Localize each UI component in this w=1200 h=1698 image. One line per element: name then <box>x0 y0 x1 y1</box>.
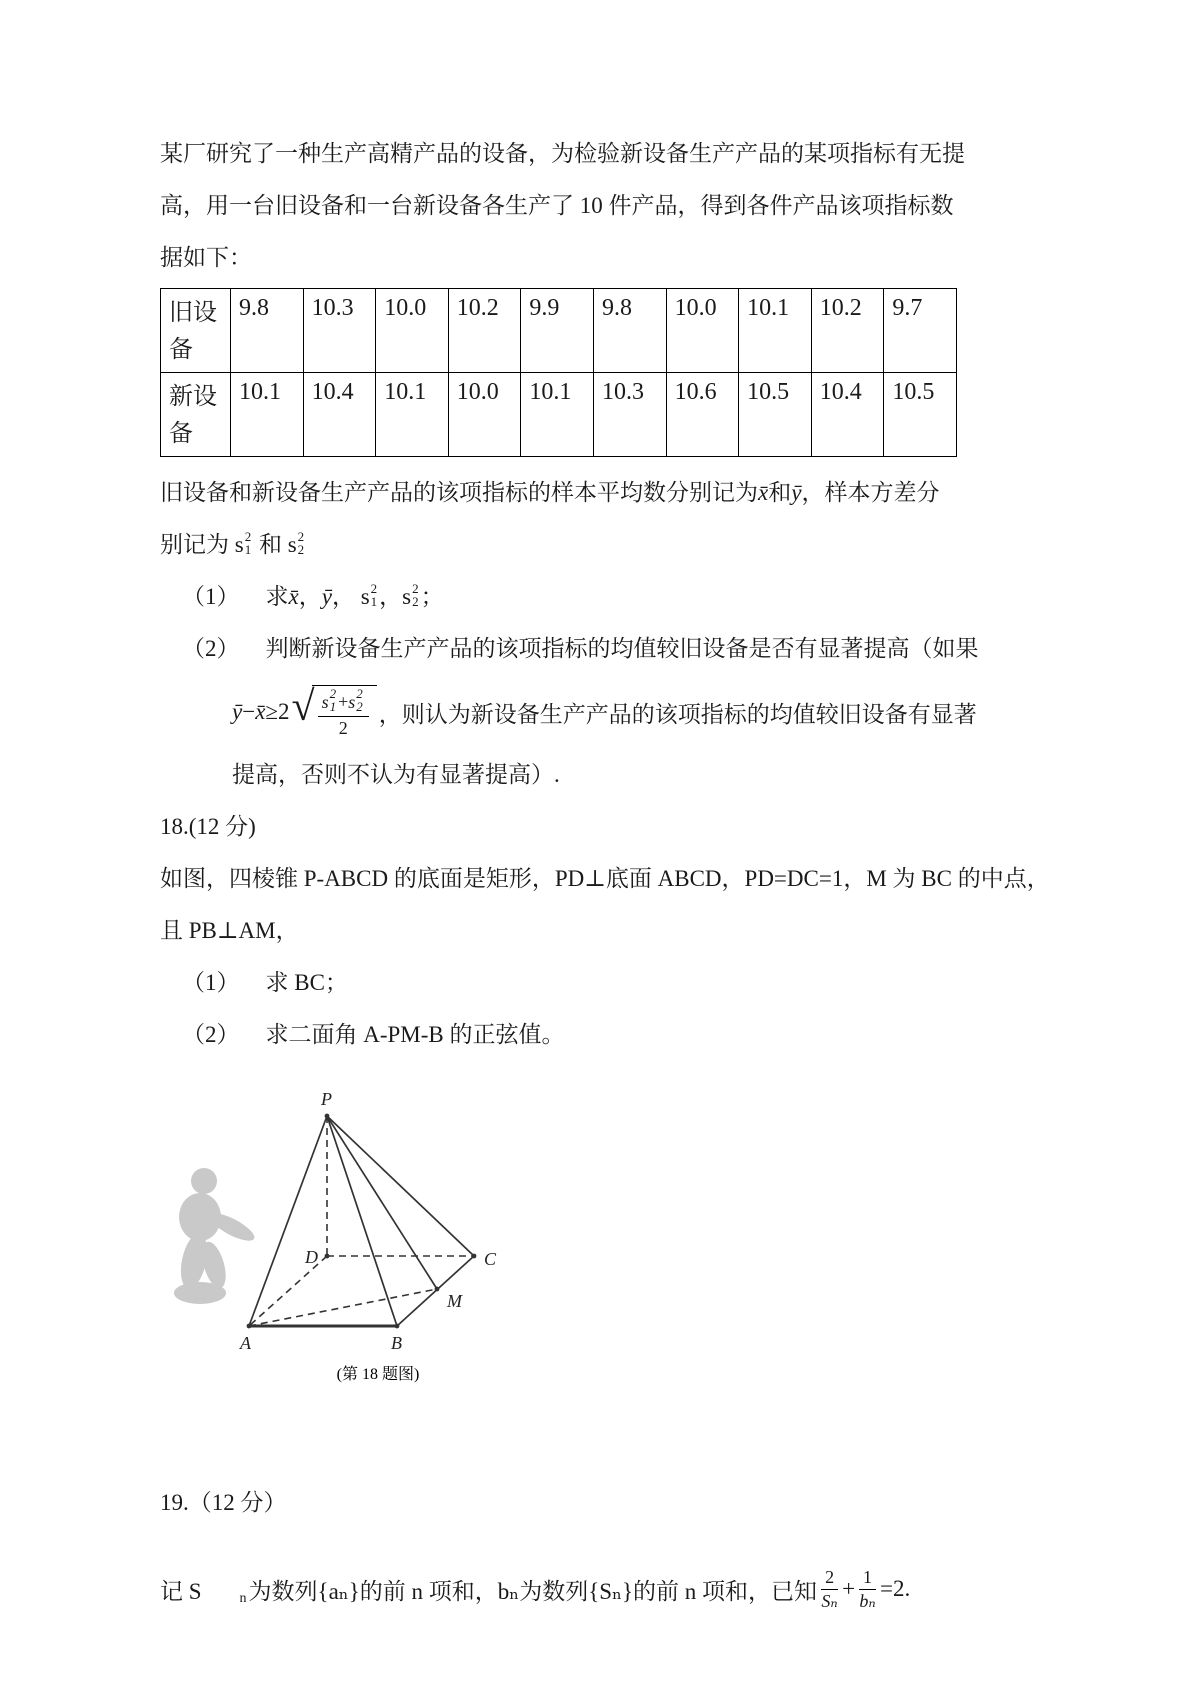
comma: ， <box>379 584 403 609</box>
s-base: s <box>348 691 356 712</box>
comma: ， <box>331 584 361 609</box>
comma: ， <box>298 584 322 609</box>
label-A: A <box>240 1333 251 1353</box>
semicolon: ； <box>420 584 444 609</box>
item-text: ，则认为新设备生产产品的该项指标的均值较旧设备有显著 <box>378 701 977 727</box>
table-cell: 10.4 <box>303 373 376 457</box>
q18-paragraph-2: 且 PB⊥AM， <box>160 918 299 943</box>
item-number: （1） <box>182 584 240 609</box>
q17-item-2-formula-line <box>160 675 977 749</box>
variance-fraction <box>318 686 369 739</box>
fraction-denominator: bₙ <box>859 1590 876 1611</box>
q17-stat-line-2 <box>160 519 960 571</box>
label-C: C <box>484 1249 497 1269</box>
fraction-2-over-Sn <box>821 1567 838 1611</box>
table-cell: 10.1 <box>376 373 449 457</box>
subscript-n: n <box>239 1591 247 1606</box>
superscript-2: 2 <box>244 529 252 544</box>
label-P: P <box>321 1089 332 1109</box>
s2-squared <box>348 686 365 715</box>
table-cell: 10.4 <box>811 373 884 457</box>
s2-squared <box>288 519 306 571</box>
superscript-2: 2 <box>412 581 419 596</box>
stat-text: 和 <box>768 480 792 505</box>
q17-stat-line-1 <box>160 467 960 519</box>
table-cell: 10.1 <box>739 289 812 373</box>
s-base: s <box>360 584 370 609</box>
stat-text: 别记为 <box>160 532 235 557</box>
row-label-old: 旧设备 <box>161 289 231 373</box>
superscript-2: 2 <box>370 581 378 596</box>
edge-PA <box>249 1116 327 1326</box>
table-cell: 10.5 <box>884 373 957 457</box>
row-label-new: 新设备 <box>161 373 231 457</box>
q18-header: 18.(12 分) <box>160 814 256 839</box>
superscript-2: 2 <box>356 686 363 702</box>
table-cell: 10.2 <box>811 289 884 373</box>
table-cell: 10.3 <box>593 373 666 457</box>
stat-text: 旧设备和新设备生产产品的该项指标的样本平均数分别记为 <box>160 480 758 505</box>
watermark-person-icon <box>174 1168 258 1304</box>
fraction-denominator: Sₙ <box>821 1590 838 1611</box>
fraction-numerator: 1 <box>859 1567 876 1590</box>
label-M: M <box>447 1291 462 1311</box>
table-cell: 10.0 <box>376 289 449 373</box>
label-D: D <box>305 1247 318 1267</box>
item-text: 求 BC； <box>265 970 348 995</box>
s-base: s <box>402 584 412 609</box>
table-cell: 10.1 <box>231 373 304 457</box>
label-B: B <box>391 1333 402 1353</box>
subscript-2: 2 <box>412 594 419 609</box>
ybar-symbol: ȳ <box>791 480 802 505</box>
item-text: 求 <box>265 584 289 609</box>
s2-squared <box>402 571 420 623</box>
q19-text: 为数列{aₙ}的前 n 项和，bₙ为数列{Sₙ}的前 n 项和，已知 <box>248 1578 818 1604</box>
fraction-denominator: 2 <box>338 718 348 739</box>
equals-value: =2. <box>880 1576 911 1601</box>
geq-coefficient: ≥2 <box>265 699 290 724</box>
xbar-symbol: x̄ <box>758 480 769 505</box>
subscript-2: 2 <box>356 699 363 715</box>
plus-sign: + <box>338 691 349 712</box>
stat-text: 和 <box>253 532 288 557</box>
xbar-symbol: x̄ <box>288 584 299 609</box>
q18-figure <box>166 1079 960 1397</box>
visible-edges <box>249 1116 474 1326</box>
minus-sign: − <box>242 699 256 724</box>
q17-item-1 <box>160 571 960 623</box>
table-cell: 10.0 <box>448 373 521 457</box>
radical-sign: √ <box>291 684 315 731</box>
s1-squared <box>321 686 339 715</box>
subscript-2: 2 <box>297 542 305 557</box>
item-number: （2） <box>182 1022 240 1047</box>
stat-text: ，样本方差分 <box>801 480 940 505</box>
table-cell: 10.3 <box>303 289 376 373</box>
table-row-new <box>161 373 957 457</box>
q18-item-2 <box>160 1009 960 1061</box>
fraction-1-over-bn <box>859 1567 876 1611</box>
q19-header: 19.（12 分） <box>160 1490 287 1515</box>
plus-sign: + <box>842 1576 856 1601</box>
edge-BC <box>397 1256 474 1326</box>
s-base: s <box>234 532 244 557</box>
subscript-1: 1 <box>329 699 337 715</box>
q19-statement <box>160 1557 960 1621</box>
item-text: 判断新设备生产产品的该项指标的均值较旧设备是否有显著提高（如果 <box>265 636 979 661</box>
q17-intro-line-2: 高，用一台旧设备和一台新设备各生产了 10 件产品，得到各件产品该项指标数 <box>160 193 954 218</box>
item-number: （1） <box>182 970 240 995</box>
s1-squared <box>235 519 253 571</box>
table-cell: 10.6 <box>666 373 739 457</box>
table-cell: 10.2 <box>448 289 521 373</box>
edge-PB <box>327 1116 397 1326</box>
indicator-data-table <box>160 288 957 457</box>
table-cell: 10.1 <box>521 373 594 457</box>
table-cell: 9.8 <box>231 289 304 373</box>
fraction-numerator: 2 <box>821 1567 838 1590</box>
superscript-2: 2 <box>297 529 305 544</box>
table-row-old <box>161 289 957 373</box>
table-cell: 10.0 <box>666 289 739 373</box>
superscript-2: 2 <box>329 686 337 702</box>
ybar-symbol: ȳ <box>232 699 243 724</box>
table-cell: 9.9 <box>521 289 594 373</box>
q18-paragraph-1: 如图，四棱锥 P-ABCD 的底面是矩形，PD⊥底面 ABCD，PD=DC=1，M 为 BC 的中点， <box>160 866 1050 891</box>
s-base: s <box>321 691 329 712</box>
q17-item-2-line-3: 提高，否则不认为有显著提高）. <box>232 762 560 787</box>
pyramid-diagram <box>166 1079 526 1391</box>
table-cell: 9.8 <box>593 289 666 373</box>
ybar-symbol: ȳ <box>321 584 332 609</box>
q17-intro-line-3: 据如下： <box>160 245 252 270</box>
item-text: 求二面角 A-PM-B 的正弦值。 <box>265 1022 565 1047</box>
q19-text: 记 S <box>160 1578 202 1604</box>
figure-caption: (第 18 题图) <box>336 1366 420 1383</box>
edge-PC <box>327 1116 474 1256</box>
s-base: s <box>287 532 297 557</box>
subscript-1: 1 <box>244 542 252 557</box>
q17-item-2-line-1 <box>160 623 979 675</box>
xbar-symbol: x̄ <box>255 699 266 724</box>
table-cell: 9.7 <box>884 289 957 373</box>
item-number: （2） <box>182 636 240 661</box>
q17-intro-line-1: 某厂研究了一种生产高精产品的设备，为检验新设备生产产品的某项指标有无提 <box>160 141 965 166</box>
segment-AM <box>249 1289 437 1326</box>
segment-PM <box>327 1116 437 1289</box>
subscript-1: 1 <box>370 594 378 609</box>
table-cell: 10.5 <box>739 373 812 457</box>
q18-item-1 <box>160 957 960 1009</box>
square-root <box>292 685 377 739</box>
s1-squared <box>361 571 379 623</box>
